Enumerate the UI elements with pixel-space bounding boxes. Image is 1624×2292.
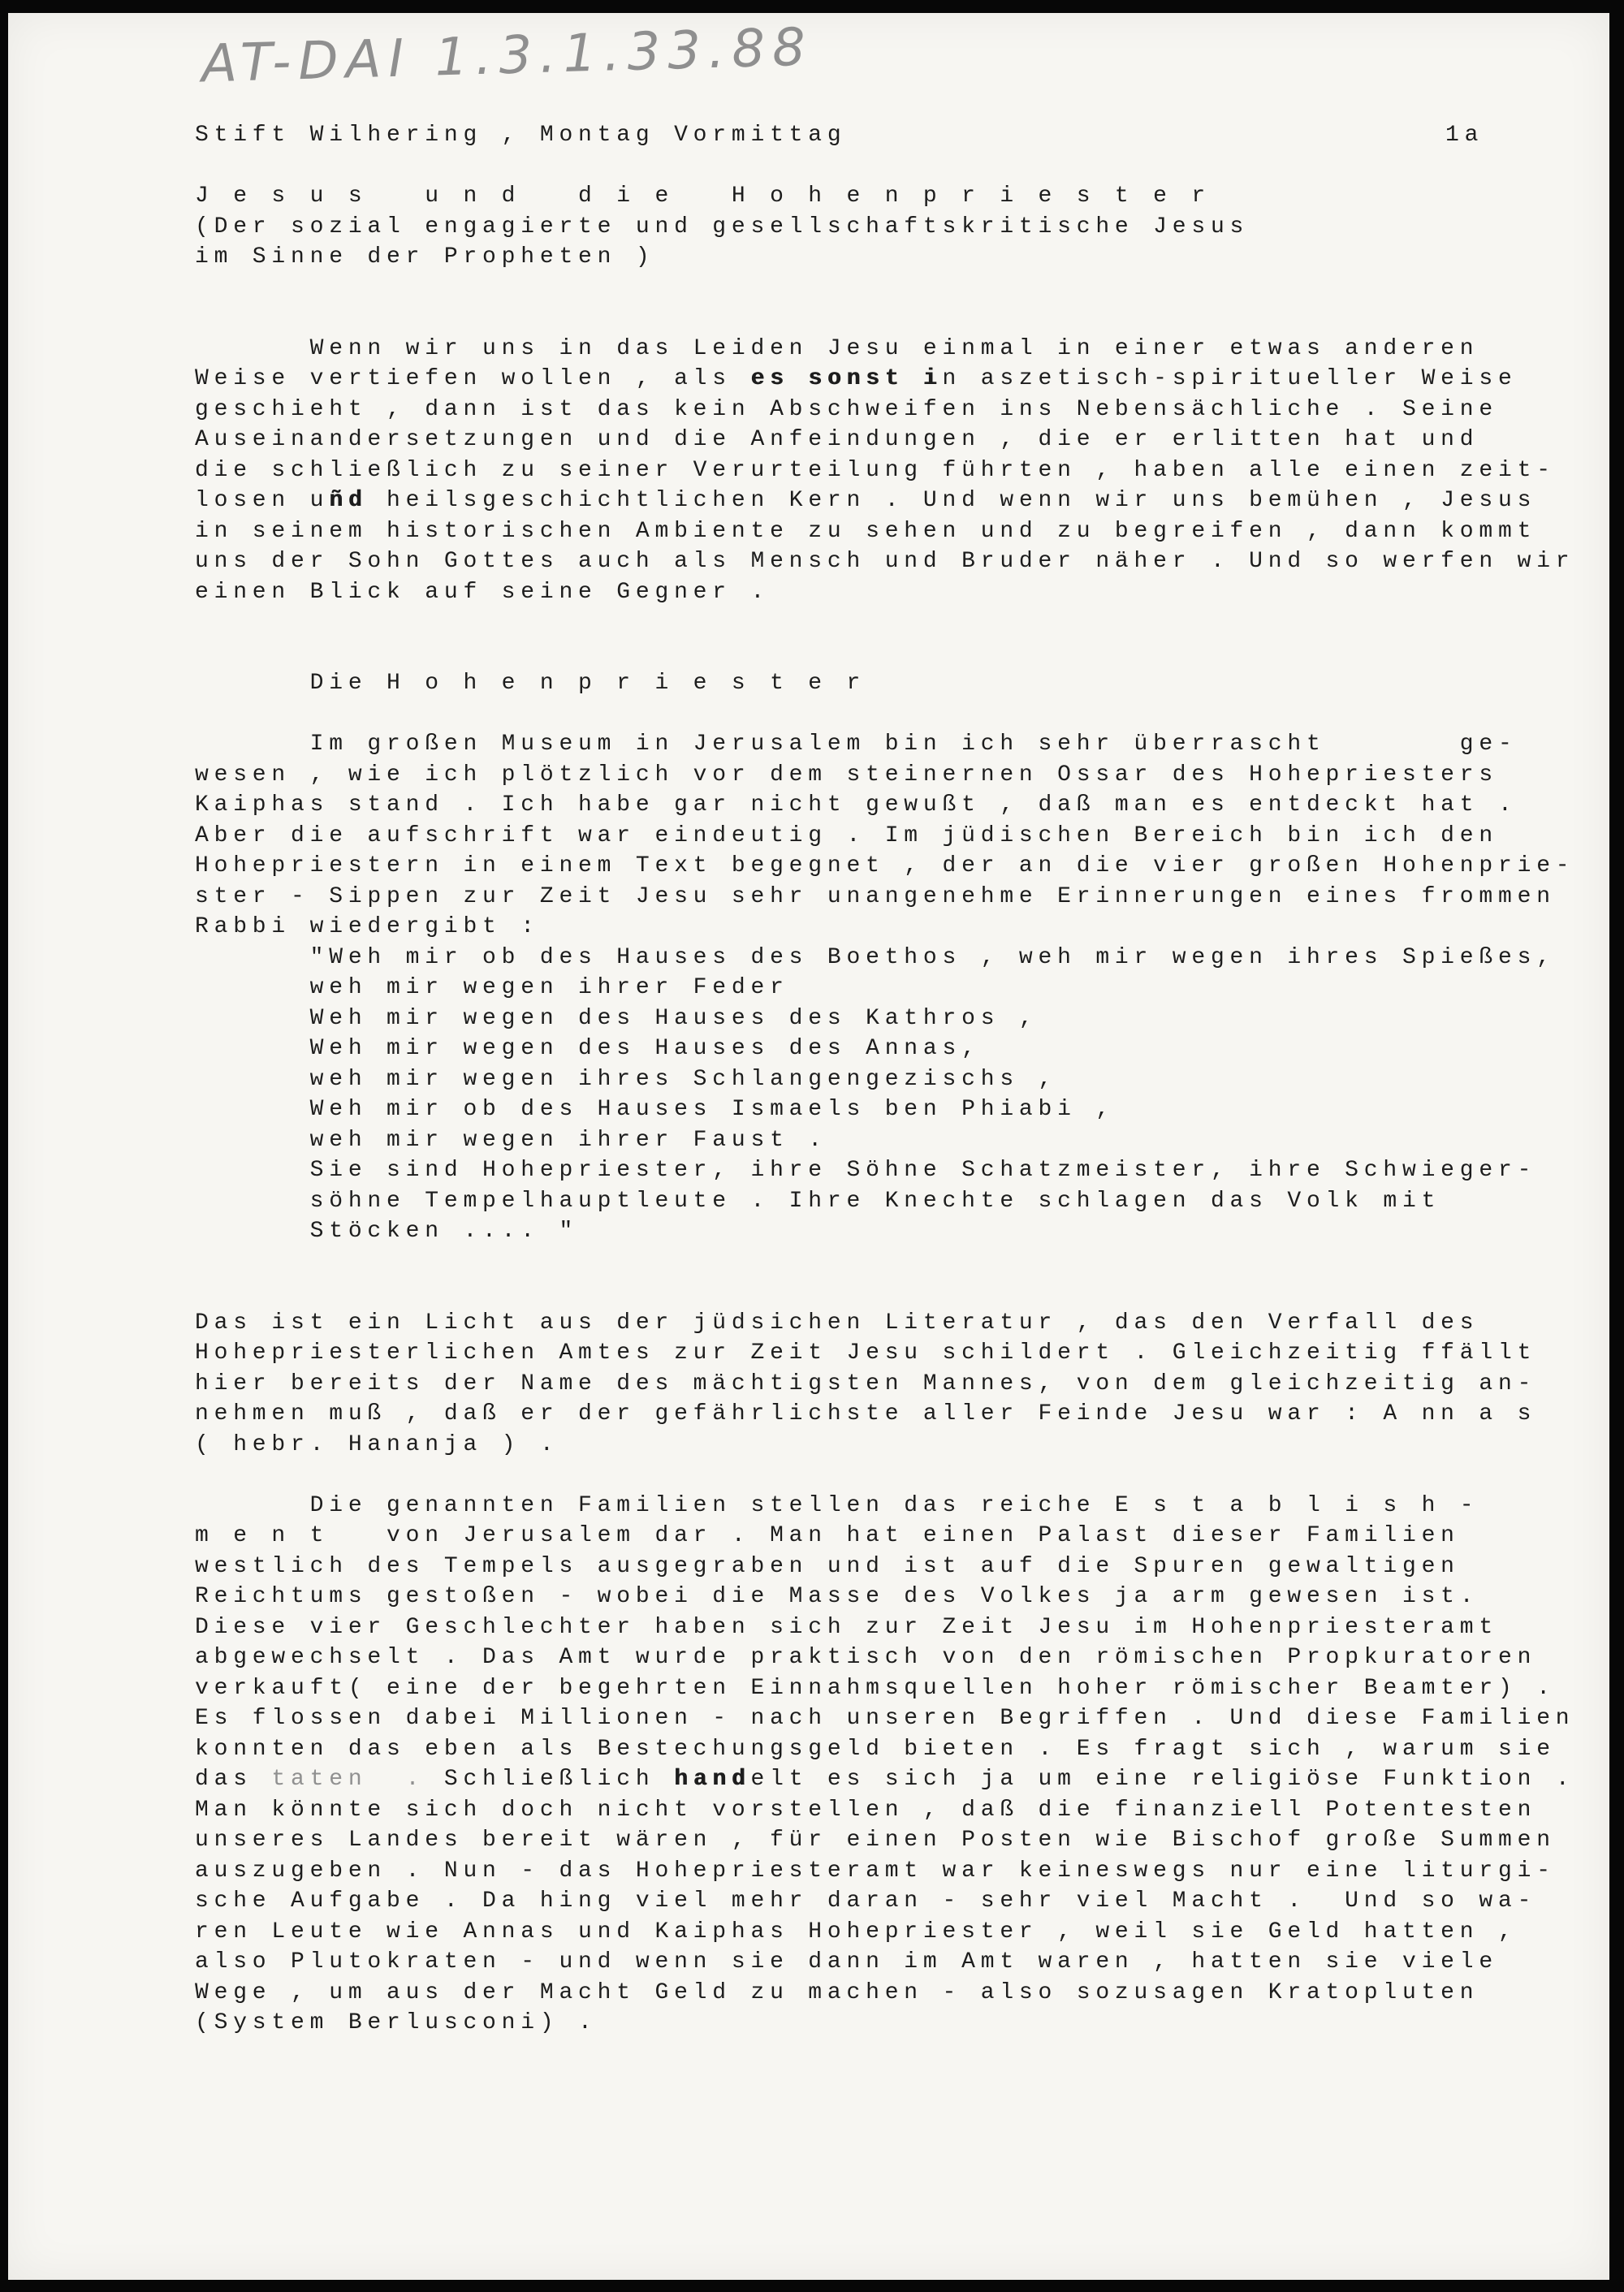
text-line: Wenn wir uns in das Leiden Jesu einmal in einer etwas anderen (195, 335, 1479, 361)
text-line: ( hebr. Hananja ) . (195, 1431, 559, 1457)
text-line: auszugeben . Nun - das Hohepriesteramt war keineswegs nur eine liturgi- (195, 1858, 1556, 1884)
text-line: Weh mir wegen des Hauses des Annas, (195, 1036, 981, 1061)
text-line: Rabbi wiedergibt : (195, 914, 540, 939)
text-line: hier bereits der Name des mächtigsten Mannes, von dem gleichzeitig an- (195, 1370, 1537, 1396)
text-line: Auseinandersetzungen und die Anfeindungen , die er erlitten hat und (195, 427, 1479, 452)
text-line: die schließlich zu seiner Verurteilung führten , haben alle einen zeit- (195, 457, 1556, 483)
text-line: also Plutokraten - und wenn sie dann im Amt waren , hatten sie viele (195, 1949, 1498, 1975)
text-line (195, 638, 1574, 669)
page-number: 1a (1445, 123, 1484, 148)
text-line: Weise vertiefen wollen , als es sonst in aszetisch-spiritueller Weise (195, 366, 1518, 391)
text-line: Weh mir wegen des Hauses des Kathros , (195, 1005, 1039, 1031)
text-line: (System Berlusconi) . (195, 2010, 598, 2035)
text-line: weh mir wegen ihres Schlangengezischs , (195, 1066, 1058, 1092)
text-line: wesen , wie ich plötzlich vor dem steinernen Ossar des Hohepriesters (195, 762, 1498, 788)
text-line (195, 1277, 1574, 1308)
text-line: m e n t von Jerusalem dar . Man hat einen Palast dieser Familien (195, 1523, 1460, 1548)
text-line: Die genannten Familien stellen das reiche E s t a b l i s h - (195, 1492, 1479, 1518)
archive-annotation-handwritten: AT-DAI 1.3.1.33.88 (201, 17, 814, 95)
text-line: weh mir wegen ihrer Feder (195, 975, 789, 1000)
text-line: ster - Sippen zur Zeit Jesu sehr unangenehme Erinnerungen eines frommen (195, 883, 1556, 909)
text-line (195, 607, 1574, 638)
text-line: in seinem historischen Ambiente zu sehen und zu begreifen , dann kommt (195, 518, 1537, 544)
text-line: sche Aufgabe . Da hing viel mehr daran - sehr viel Macht . Und so wa- (195, 1888, 1537, 1914)
text-line: Wege , um aus der Macht Geld zu machen - also sozusagen Kratopluten (195, 1979, 1479, 2005)
text-line: geschieht , dann ist das kein Abschweifen ins Nebensächliche . Seine (195, 396, 1498, 422)
text-line: "Weh mir ob des Hauses des Boethos , weh mir wegen ihres Spießes, (195, 944, 1556, 970)
text-line: Die H o h e n p r i e s t e r (195, 671, 866, 696)
text-line: verkauft( eine der begehrten Einnahmsquellen hoher römischer Beamter) . (195, 1675, 1556, 1701)
text-line: Stift Wilhering , Montag Vormittag (195, 123, 847, 148)
text-line: im Sinne der Propheten ) (195, 244, 655, 270)
text-line: westlich des Tempels ausgegraben und ist auf die Spuren gewaltigen (195, 1553, 1460, 1579)
text-line (195, 151, 1574, 182)
text-line: Weh mir ob des Hauses Ismaels ben Phiabi , (195, 1097, 1115, 1122)
text-line: konnten das eben als Bestechungsgeld bieten . Es fragt sich , warum sie (195, 1736, 1556, 1762)
text-line: ren Leute wie Annas und Kaiphas Hohepriester , weil sie Geld hatten , (195, 1919, 1518, 1945)
text-line (195, 1460, 1574, 1491)
text-line: unseres Landes bereit wären , für einen Posten wie Bischof große Summen (195, 1828, 1556, 1853)
text-line: Man könnte sich doch nicht vorstellen , daß die finanziell Potentesten (195, 1797, 1537, 1823)
text-line: Kaiphas stand . Ich habe gar nicht gewußt , daß man es entdeckt hat . (195, 792, 1518, 818)
text-line: Es flossen dabei Millionen - nach unseren Begriffen . Und diese Familien (195, 1706, 1575, 1731)
text-line: söhne Tempelhauptleute . Ihre Knechte schlagen das Volk mit (195, 1188, 1441, 1214)
document-lines (195, 120, 1574, 2039)
text-line: nehmen muß , daß er der gefährlichste aller Feinde Jesu war : A nn a s (195, 1401, 1537, 1427)
text-line (195, 273, 1574, 304)
text-line: Im großen Museum in Jerusalem bin ich sehr überrascht ge- (195, 732, 1518, 757)
text-line: (Der sozial engagierte und gesellschaftskritische Jesus (195, 214, 1250, 240)
text-line: Stöcken .... " (195, 1219, 579, 1244)
text-line: losen uñd heilsgeschichtlichen Kern . Und wenn wir uns bemühen , Jesus (195, 488, 1537, 513)
text-line: uns der Sohn Gottes auch als Mensch und Bruder näher . Und so werfen wir (195, 549, 1575, 574)
text-line: einen Blick auf seine Gegner . (195, 579, 771, 605)
text-line (195, 1247, 1574, 1278)
text-line: abgewechselt . Das Amt wurde praktisch von den römischen Propkuratoren (195, 1645, 1537, 1670)
text-line: Hohepriestern in einem Text begegnet , der an die vier großen Hohenprie- (195, 853, 1575, 878)
text-line: das taten . Schließlich handelt es sich ja um eine religiöse Funktion . (195, 1767, 1575, 1792)
text-line: Sie sind Hohepriester, ihre Söhne Schatzmeister, ihre Schwieger- (195, 1158, 1537, 1183)
text-line: Hohepriesterlichen Amtes zur Zeit Jesu schildert . Gleichzeitig ffällt (195, 1340, 1537, 1366)
text-line: Das ist ein Licht aus der jüdsichen Literatur , das den Verfall des (195, 1310, 1479, 1336)
text-line: Aber die aufschrift war eindeutig . Im jüdischen Bereich bin ich den (195, 822, 1498, 848)
text-line: J e s u s u n d d i e H o h e n p r i e s t e r (195, 183, 1211, 209)
document-page (8, 13, 1609, 2280)
text-line: weh mir wegen ihrer Faust . (195, 1127, 827, 1153)
text-line (195, 699, 1574, 730)
text-line: Reichtums gestoßen - wobei die Masse des Volkes ja arm gewesen ist. (195, 1584, 1479, 1609)
text-line (195, 303, 1574, 334)
text-line: Diese vier Geschlechter haben sich zur Zeit Jesu im Hohenpriesteramt (195, 1614, 1498, 1640)
